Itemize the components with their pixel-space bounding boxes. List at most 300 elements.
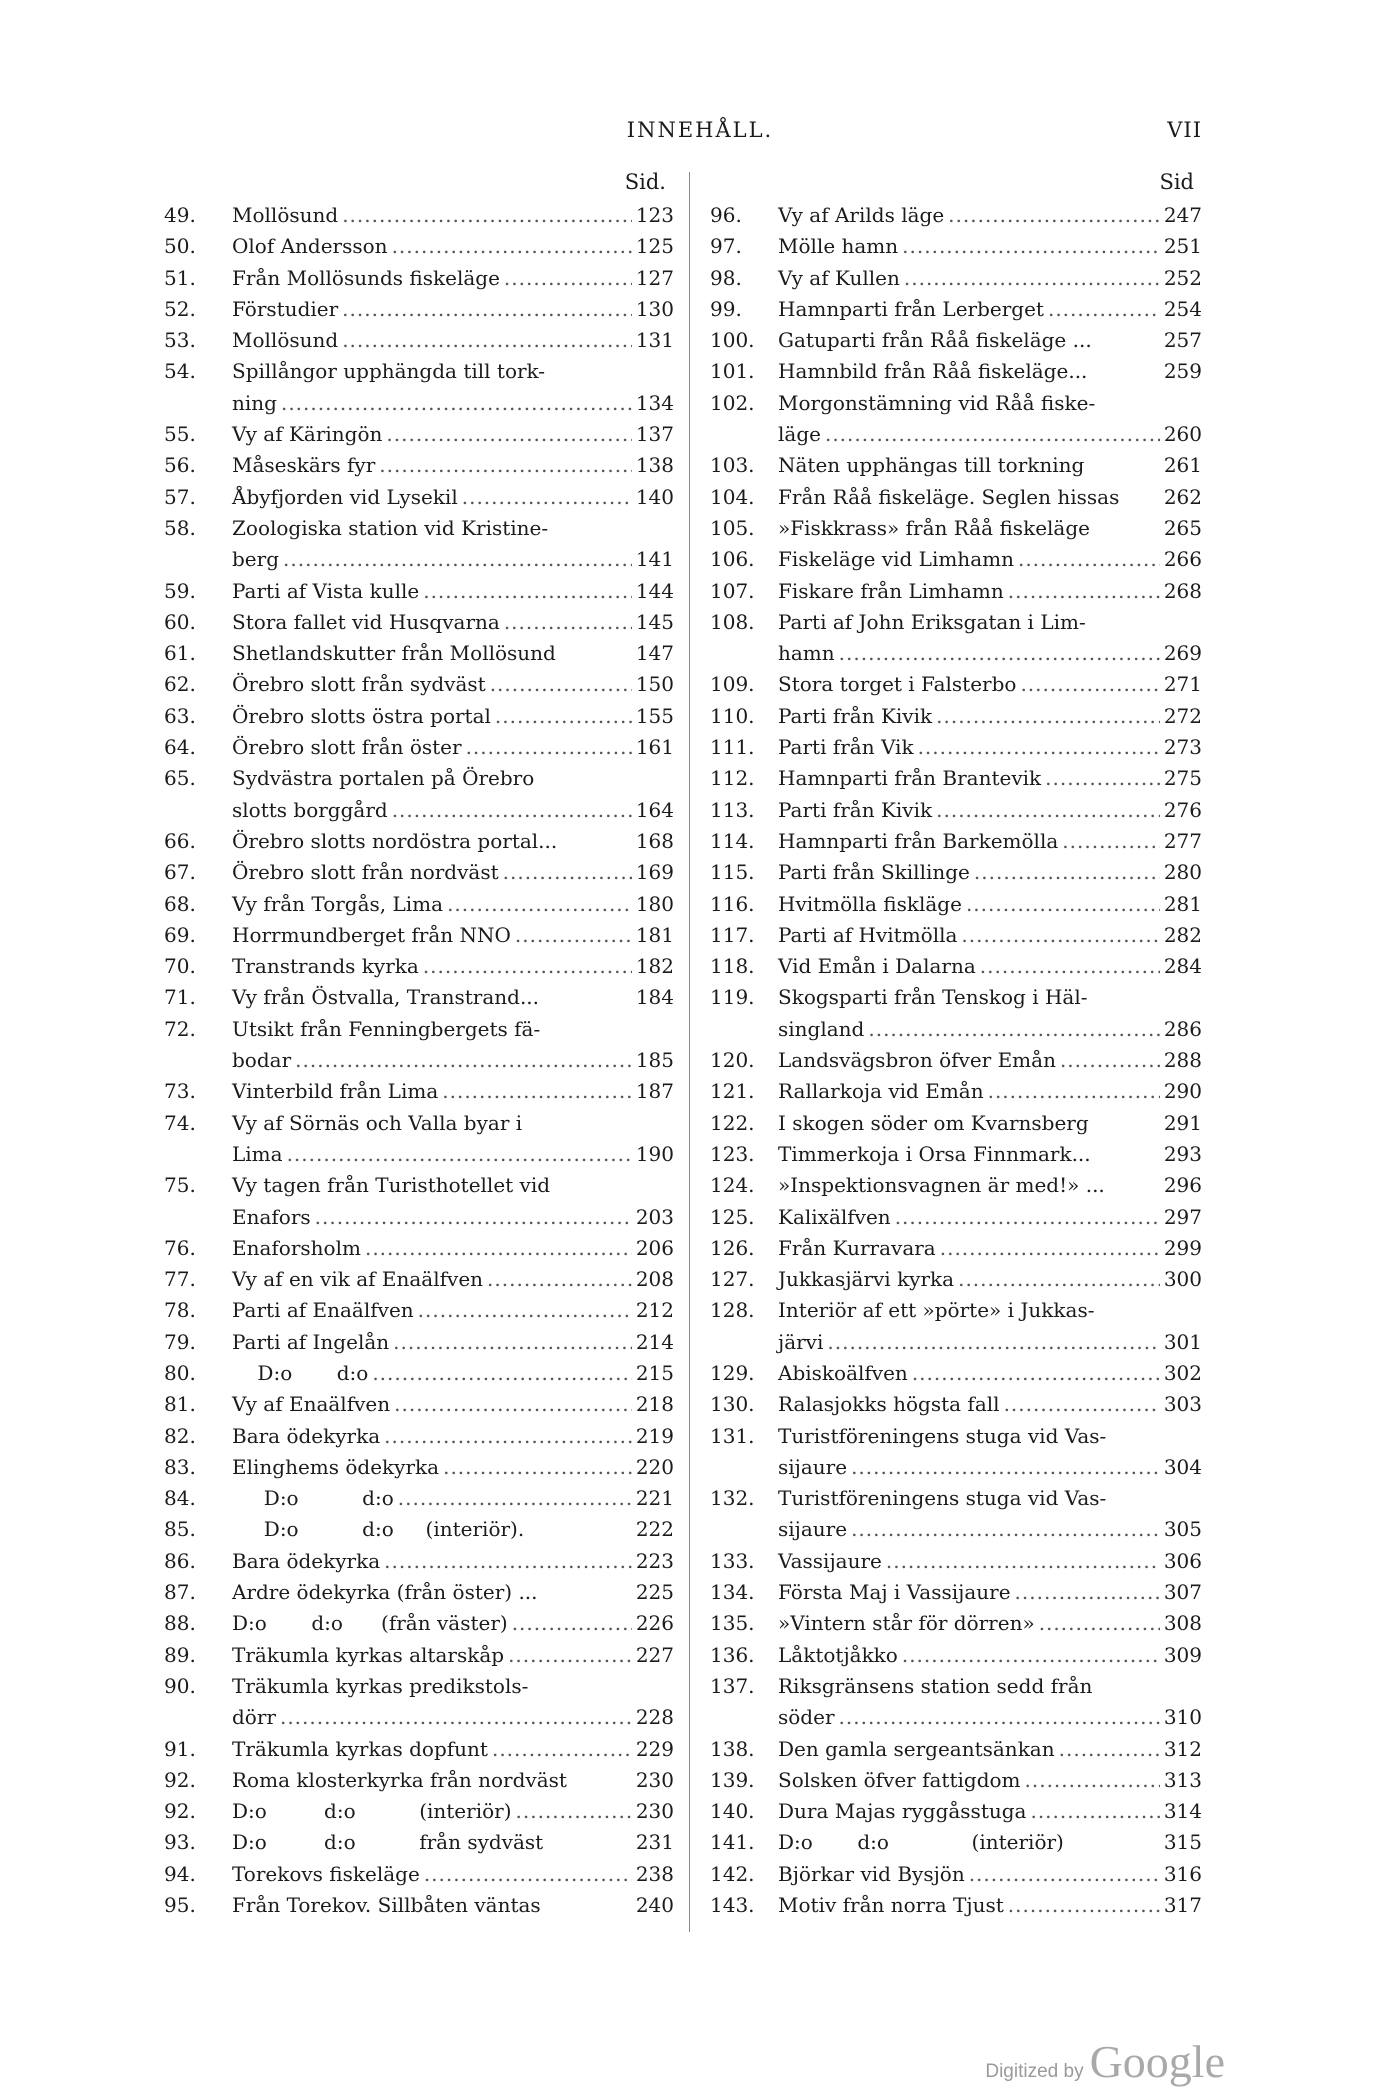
- dot-leader: [902, 1640, 1160, 1671]
- toc-entry: [710, 669, 1202, 700]
- dot-leader: [504, 607, 632, 638]
- toc-entry-line: [710, 951, 1202, 982]
- dot-leader: [851, 1452, 1160, 1483]
- toc-entry-line: [164, 294, 674, 325]
- toc-entry-title: Turistföreningens stuga vid Vas-: [778, 1423, 1107, 1448]
- toc-entry-title: Mölle hamn: [778, 234, 899, 259]
- toc-entry-number: 114.: [710, 828, 755, 853]
- toc-entry-line: [164, 1170, 674, 1201]
- toc-entry-page: 282: [1163, 922, 1202, 947]
- dot-leader: [839, 638, 1160, 669]
- dot-leader: [295, 1045, 632, 1076]
- toc-entry-line: [710, 1671, 1202, 1702]
- toc-entry-number: 105.: [710, 515, 755, 540]
- toc-entry-line: [710, 920, 1202, 951]
- toc-entry-title: Kalixälfven: [778, 1204, 891, 1229]
- toc-entry: [710, 1358, 1202, 1389]
- dot-leader: [1020, 669, 1159, 700]
- toc-entry-page: 286: [1163, 1016, 1202, 1041]
- toc-entry-line: [710, 763, 1202, 794]
- toc-entries-right: [710, 200, 1202, 1921]
- toc-entry-title: ning: [232, 390, 277, 415]
- toc-entry: [164, 294, 674, 325]
- toc-entry-number: 76.: [164, 1235, 196, 1260]
- toc-entry-page: 273: [1163, 735, 1202, 760]
- dot-leader: [1045, 763, 1160, 794]
- toc-entry-page: 147: [635, 641, 674, 666]
- dot-leader: [384, 1421, 632, 1452]
- toc-entry-number: 118.: [710, 954, 755, 979]
- toc-entry-title: Enaforsholm: [232, 1235, 361, 1260]
- toc-entry-page: 271: [1163, 672, 1202, 697]
- toc-entry-number: 132.: [710, 1486, 755, 1511]
- column-divider: [689, 172, 690, 1932]
- dot-leader: [1025, 1765, 1160, 1796]
- toc-entry-line: [164, 1014, 674, 1045]
- toc-entry-line: [164, 1702, 674, 1733]
- toc-entry-number: 129.: [710, 1360, 755, 1385]
- toc-entry-line: [710, 1577, 1202, 1608]
- toc-entry-line: [710, 826, 1202, 857]
- toc-entry: [710, 857, 1202, 888]
- toc-entry-number: 58.: [164, 515, 196, 540]
- toc-entry-number: 110.: [710, 703, 755, 728]
- toc-entry: [164, 1796, 674, 1827]
- toc-entry-title: berg: [232, 547, 280, 572]
- toc-entry-page: 310: [1163, 1705, 1202, 1730]
- toc-entry-page: 214: [635, 1329, 674, 1354]
- page-header: [0, 118, 1400, 148]
- toc-entry: [164, 982, 674, 1013]
- toc-entry: [710, 889, 1202, 920]
- toc-entry: [164, 1608, 674, 1639]
- toc-entry-number: 84.: [164, 1486, 196, 1511]
- toc-column-left: [164, 170, 674, 1921]
- toc-entry: [710, 607, 1202, 670]
- toc-entry-title: Roma klosterkyrka från nordväst: [232, 1767, 567, 1792]
- dot-leader: [490, 669, 632, 700]
- toc-entry-page: 306: [1163, 1548, 1202, 1573]
- toc-entry-line: [710, 1139, 1202, 1170]
- toc-entry-number: 102.: [710, 390, 755, 415]
- dot-leader: [1039, 1608, 1160, 1639]
- sid-label-right: Sid: [1159, 170, 1194, 194]
- toc-entry-line: [710, 669, 1202, 700]
- toc-entry-title: Björkar vid Bysjön: [778, 1861, 965, 1886]
- toc-entry-page: 309: [1163, 1642, 1202, 1667]
- toc-entry-title: Riksgränsens station sedd från: [778, 1673, 1093, 1698]
- dot-leader: [386, 419, 631, 450]
- toc-entry-title: Parti från Skillinge: [778, 860, 970, 885]
- toc-entry-line: [164, 1452, 674, 1483]
- toc-entry-page: 225: [635, 1580, 674, 1605]
- toc-entry-page: 281: [1163, 891, 1202, 916]
- toc-entry: [710, 1890, 1202, 1921]
- toc-entry: [164, 920, 674, 951]
- toc-entry: [164, 576, 674, 607]
- toc-entry-title: Rallarkoja vid Emån: [778, 1079, 984, 1104]
- dot-leader: [940, 1233, 1160, 1264]
- toc-entry-title: Träkumla kyrkas dopfunt: [232, 1736, 488, 1761]
- toc-entry-page: 185: [635, 1048, 674, 1073]
- toc-entry-title: Fiskare från Limhamn: [778, 578, 1004, 603]
- toc-entry-line: [164, 889, 674, 920]
- dot-leader: [851, 1514, 1160, 1545]
- toc-entry-line: [164, 1640, 674, 1671]
- toc-entry-number: 63.: [164, 703, 196, 728]
- dot-leader: [365, 1233, 632, 1264]
- toc-entry: [164, 1233, 674, 1264]
- dot-leader: [393, 1327, 632, 1358]
- toc-entry-page: 307: [1163, 1580, 1202, 1605]
- toc-entry-page: 304: [1163, 1454, 1202, 1479]
- toc-entry: [710, 1264, 1202, 1295]
- toc-entry-line: [164, 1859, 674, 1890]
- toc-entry-page: 284: [1163, 954, 1202, 979]
- toc-entry-page: 228: [635, 1705, 674, 1730]
- toc-entry-line: [164, 1327, 674, 1358]
- toc-entry-line: [710, 1421, 1202, 1452]
- page-number: VII: [1167, 118, 1202, 142]
- digitized-watermark: [985, 2035, 1225, 2095]
- dot-leader: [839, 1702, 1160, 1733]
- toc-entry-page: 277: [1163, 828, 1202, 853]
- dot-leader: [1059, 1734, 1160, 1765]
- toc-entry-page: 276: [1163, 797, 1202, 822]
- dot-leader: [342, 294, 632, 325]
- toc-entry-line: [710, 1827, 1202, 1858]
- toc-entry-page: 317: [1163, 1893, 1202, 1918]
- toc-entry-line: [710, 1702, 1202, 1733]
- toc-entry-line: [710, 1233, 1202, 1264]
- toc-entry-page: 208: [635, 1267, 674, 1292]
- toc-entry-title: Första Maj i Vassijaure: [778, 1580, 1011, 1605]
- dot-leader: [516, 1796, 632, 1827]
- toc-entry-line: [710, 356, 1202, 387]
- toc-entry: [710, 513, 1202, 544]
- toc-entry-number: 73.: [164, 1079, 196, 1104]
- toc-entry: [710, 1389, 1202, 1420]
- toc-entry-line: [164, 1421, 674, 1452]
- toc-entry-line: [164, 638, 674, 669]
- toc-entry-line: [710, 419, 1202, 450]
- toc-entry: [710, 1671, 1202, 1734]
- toc-entry-number: 80.: [164, 1360, 196, 1385]
- toc-entry: [710, 544, 1202, 575]
- toc-entry-title: Horrmundberget från NNO: [232, 922, 511, 947]
- toc-entry-number: 66.: [164, 828, 196, 853]
- toc-entry-page: 219: [635, 1423, 674, 1448]
- toc-entry-title: Vy tagen från Turisthotellet vid: [232, 1173, 551, 1198]
- toc-entry-title: Hamnparti från Lerberget: [778, 296, 1044, 321]
- toc-entry: [164, 356, 674, 419]
- toc-entry-page: 268: [1163, 578, 1202, 603]
- toc-entry-page: 138: [635, 453, 674, 478]
- dot-leader: [886, 1546, 1160, 1577]
- toc-entry-title: Gatuparti från Råå fiskeläge ...: [778, 328, 1092, 353]
- toc-entry-number: 53.: [164, 328, 196, 353]
- toc-entry-page: 238: [635, 1861, 674, 1886]
- toc-entry: [710, 1139, 1202, 1170]
- toc-entry: [710, 1170, 1202, 1201]
- toc-entry-line: [164, 450, 674, 481]
- toc-entry-line: [710, 638, 1202, 669]
- toc-entry-number: 107.: [710, 578, 755, 603]
- toc-entry-line: [164, 1139, 674, 1170]
- toc-entry-line: [710, 231, 1202, 262]
- dot-leader: [1048, 294, 1160, 325]
- toc-entry-title: Måseskärs fyr: [232, 453, 376, 478]
- dot-leader: [988, 1076, 1160, 1107]
- toc-entry-number: 86.: [164, 1548, 196, 1573]
- dot-leader: [974, 857, 1160, 888]
- toc-entry-page: 299: [1163, 1235, 1202, 1260]
- toc-entry-number: 117.: [710, 922, 755, 947]
- toc-entry-number: 67.: [164, 860, 196, 885]
- dot-leader: [504, 263, 632, 294]
- dot-leader: [895, 1202, 1160, 1233]
- toc-entry: [164, 1421, 674, 1452]
- toc-entry-page: 134: [635, 390, 674, 415]
- toc-entry-line: [164, 857, 674, 888]
- dot-leader: [503, 857, 632, 888]
- toc-entry-line: [710, 294, 1202, 325]
- toc-entry-number: 99.: [710, 296, 742, 321]
- dot-leader: [980, 951, 1160, 982]
- toc-entry-number: 69.: [164, 922, 196, 947]
- toc-entry: [710, 1045, 1202, 1076]
- toc-entry-title: Parti af Hvitmölla: [778, 922, 958, 947]
- toc-entry-title: Ardre ödekyrka (från öster) ...: [232, 1580, 538, 1605]
- toc-entry-title: Vinterbild från Lima: [232, 1079, 439, 1104]
- toc-entry-title: Parti af Vista kulle: [232, 578, 420, 603]
- toc-entry-page: 220: [635, 1454, 674, 1479]
- toc-entry-title: Träkumla kyrkas predikstols-: [232, 1673, 529, 1698]
- dot-leader: [966, 889, 1160, 920]
- toc-entry-title: Turistföreningens stuga vid Vas-: [778, 1486, 1107, 1511]
- toc-entry-title: Utsikt från Fenningbergets fä-: [232, 1016, 541, 1041]
- toc-entry-number: 92.: [164, 1767, 196, 1792]
- dot-leader: [379, 450, 632, 481]
- toc-entry: [164, 1483, 674, 1514]
- toc-entry-title: Spillångor upphängda till tork-: [232, 359, 546, 384]
- toc-entry: [164, 889, 674, 920]
- toc-entry-title: Vy från Östvalla, Transtrand...: [232, 985, 540, 1010]
- toc-entry-page: 288: [1163, 1048, 1202, 1073]
- toc-entry-page: 137: [635, 422, 674, 447]
- toc-entry-number: 61.: [164, 641, 196, 666]
- toc-entry-title: Sydvästra portalen på Örebro: [232, 766, 535, 791]
- toc-entry-page: 257: [1163, 328, 1202, 353]
- toc-entry-title: Torekovs fiskeläge: [232, 1861, 420, 1886]
- toc-entry-line: [710, 544, 1202, 575]
- toc-entry-title: »Fiskkrass» från Råå fiskeläge: [778, 515, 1090, 540]
- toc-entry-line: [164, 763, 674, 794]
- toc-entry-number: 139.: [710, 1767, 755, 1792]
- toc-entry-title: Vy af Käringön: [232, 422, 383, 447]
- toc-entry-number: 93.: [164, 1830, 196, 1855]
- toc-entry-page: 261: [1163, 453, 1202, 478]
- toc-entry: [164, 1514, 674, 1545]
- toc-entry-title: läge: [778, 422, 821, 447]
- toc-entry-title: Dura Majas ryggåsstuga: [778, 1799, 1027, 1824]
- dot-leader: [1015, 1577, 1160, 1608]
- toc-entry-title: Parti från Kivik: [778, 797, 933, 822]
- toc-entry: [164, 1264, 674, 1295]
- toc-entry-title: Enafors: [232, 1204, 311, 1229]
- toc-entry-page: 313: [1163, 1767, 1202, 1792]
- toc-entry-title: D:o d:o (interiör): [232, 1799, 512, 1824]
- toc-entry-number: 126.: [710, 1235, 755, 1260]
- toc-entry-title: Örebro slotts nordöstra portal...: [232, 828, 558, 853]
- toc-entry-page: 141: [635, 547, 674, 572]
- toc-entry-number: 64.: [164, 735, 196, 760]
- toc-entry-line: [164, 1389, 674, 1420]
- toc-entry-line: [164, 576, 674, 607]
- toc-entry-title: Vid Emån i Dalarna: [778, 954, 976, 979]
- toc-entry-title: Bara ödekyrka: [232, 1548, 381, 1573]
- toc-entry-page: 231: [635, 1830, 674, 1855]
- toc-entry-page: 259: [1163, 359, 1202, 384]
- toc-entry-number: 112.: [710, 766, 755, 791]
- toc-entry-page: 272: [1163, 703, 1202, 728]
- toc-entry-line: [710, 1859, 1202, 1890]
- toc-entry-number: 131.: [710, 1423, 755, 1448]
- toc-entry-number: 55.: [164, 422, 196, 447]
- toc-entry-line: [710, 1608, 1202, 1639]
- toc-entry: [710, 263, 1202, 294]
- toc-entry-page: 290: [1163, 1079, 1202, 1104]
- toc-entry-line: [164, 1108, 674, 1139]
- toc-entry: [164, 826, 674, 857]
- toc-entry-title: Lima: [232, 1141, 283, 1166]
- toc-entry-title: Från Torekov. Sillbåten väntas: [232, 1893, 541, 1918]
- toc-entry-line: [710, 1295, 1202, 1326]
- toc-entry-number: 72.: [164, 1016, 196, 1041]
- toc-entry-page: 212: [635, 1298, 674, 1323]
- dot-leader: [394, 1389, 632, 1420]
- toc-entry: [164, 1327, 674, 1358]
- toc-entry-number: 135.: [710, 1611, 755, 1636]
- toc-entry-line: [710, 795, 1202, 826]
- toc-entry-page: 164: [635, 797, 674, 822]
- toc-entry-line: [164, 1608, 674, 1639]
- toc-entry-line: [164, 513, 674, 544]
- toc-entry-title: Mollösund: [232, 203, 339, 227]
- toc-entry-page: 182: [635, 954, 674, 979]
- toc-entry-title: Vy af Enaälfven: [232, 1392, 391, 1417]
- toc-entry-line: [710, 701, 1202, 732]
- toc-entry-page: 260: [1163, 422, 1202, 447]
- toc-entry-line: [710, 982, 1202, 1013]
- toc-entry: [710, 325, 1202, 356]
- toc-entry-title: sijaure: [778, 1454, 848, 1479]
- toc-entry-number: 109.: [710, 672, 755, 697]
- digitized-by-text: Digitized by: [985, 2061, 1084, 2082]
- toc-entry-page: 190: [635, 1141, 674, 1166]
- toc-entry-title: Hamnbild från Råå fiskeläge...: [778, 359, 1088, 384]
- dot-leader: [1018, 544, 1160, 575]
- toc-entry: [710, 1233, 1202, 1264]
- toc-entry-line: [164, 1890, 674, 1921]
- dot-leader: [392, 231, 632, 262]
- toc-entry: [164, 231, 674, 262]
- toc-entry: [710, 1827, 1202, 1858]
- toc-entry-number: 92.: [164, 1799, 196, 1824]
- toc-entry-page: 297: [1163, 1204, 1202, 1229]
- dot-leader: [508, 1640, 632, 1671]
- toc-entry-line: [164, 1734, 674, 1765]
- toc-entry-line: [164, 732, 674, 763]
- toc-entry: [710, 576, 1202, 607]
- toc-entry-page: 316: [1163, 1861, 1202, 1886]
- toc-entry-page: 230: [635, 1799, 674, 1824]
- toc-entry-line: [710, 1014, 1202, 1045]
- toc-entry: [710, 1640, 1202, 1671]
- toc-entry-title: Örebro slott från nordväst: [232, 860, 499, 885]
- toc-entry: [710, 388, 1202, 451]
- toc-entry: [164, 513, 674, 576]
- toc-entry-line: [710, 1108, 1202, 1139]
- toc-entry-number: 97.: [710, 234, 742, 259]
- dot-leader: [918, 732, 1160, 763]
- toc-entry-number: 127.: [710, 1267, 755, 1292]
- toc-entry-number: 56.: [164, 453, 196, 478]
- toc-entry-number: 106.: [710, 547, 755, 572]
- toc-entry-line: [164, 1765, 674, 1796]
- toc-entry: [710, 732, 1202, 763]
- toc-entry-line: [710, 732, 1202, 763]
- toc-entry: [164, 1546, 674, 1577]
- toc-entry-title: Hamnparti från Barkemölla: [778, 828, 1059, 853]
- toc-entry-line: [164, 795, 674, 826]
- toc-entry: [710, 1796, 1202, 1827]
- toc-entry-page: 265: [1163, 515, 1202, 540]
- toc-entry: [164, 1640, 674, 1671]
- toc-entry-number: 51.: [164, 265, 196, 290]
- toc-entry-page: 269: [1163, 641, 1202, 666]
- toc-entry-line: [710, 1483, 1202, 1514]
- toc-entry-title: Vy af Sörnäs och Valla byar i: [232, 1110, 523, 1135]
- toc-entry-line: [710, 1640, 1202, 1671]
- toc-entry-title: Vy af Arilds läge: [778, 203, 945, 227]
- dot-leader: [466, 732, 632, 763]
- toc-entry-line: [710, 1358, 1202, 1389]
- toc-entry-title: Näten upphängas till torkning: [778, 453, 1085, 478]
- toc-entry-title: Motiv från norra Tjust: [778, 1893, 1004, 1918]
- toc-entry-title: Parti från Kivik: [778, 703, 933, 728]
- toc-entry-title: Parti af Ingelån: [232, 1329, 390, 1354]
- toc-entry-line: [710, 325, 1202, 356]
- dot-leader: [315, 1202, 632, 1233]
- toc-entry-number: 50.: [164, 234, 196, 259]
- toc-entry-line: [710, 1170, 1202, 1201]
- toc-entry-page: 215: [635, 1360, 674, 1385]
- toc-entry-number: 101.: [710, 359, 755, 384]
- toc-entry-number: 91.: [164, 1736, 196, 1761]
- toc-entry-line: [164, 1796, 674, 1827]
- toc-entry-title: D:o d:o (interiör): [778, 1830, 1064, 1855]
- toc-entry-title: Mollösund: [232, 328, 339, 353]
- toc-entry-number: 136.: [710, 1642, 755, 1667]
- toc-entry-title: singland: [778, 1016, 865, 1041]
- toc-entry: [164, 1859, 674, 1890]
- toc-entry-number: 68.: [164, 891, 196, 916]
- toc-entry-page: 302: [1163, 1360, 1202, 1385]
- toc-entry-page: 314: [1163, 1799, 1202, 1824]
- dot-leader: [969, 1859, 1160, 1890]
- toc-entry-title: dörr: [232, 1705, 276, 1730]
